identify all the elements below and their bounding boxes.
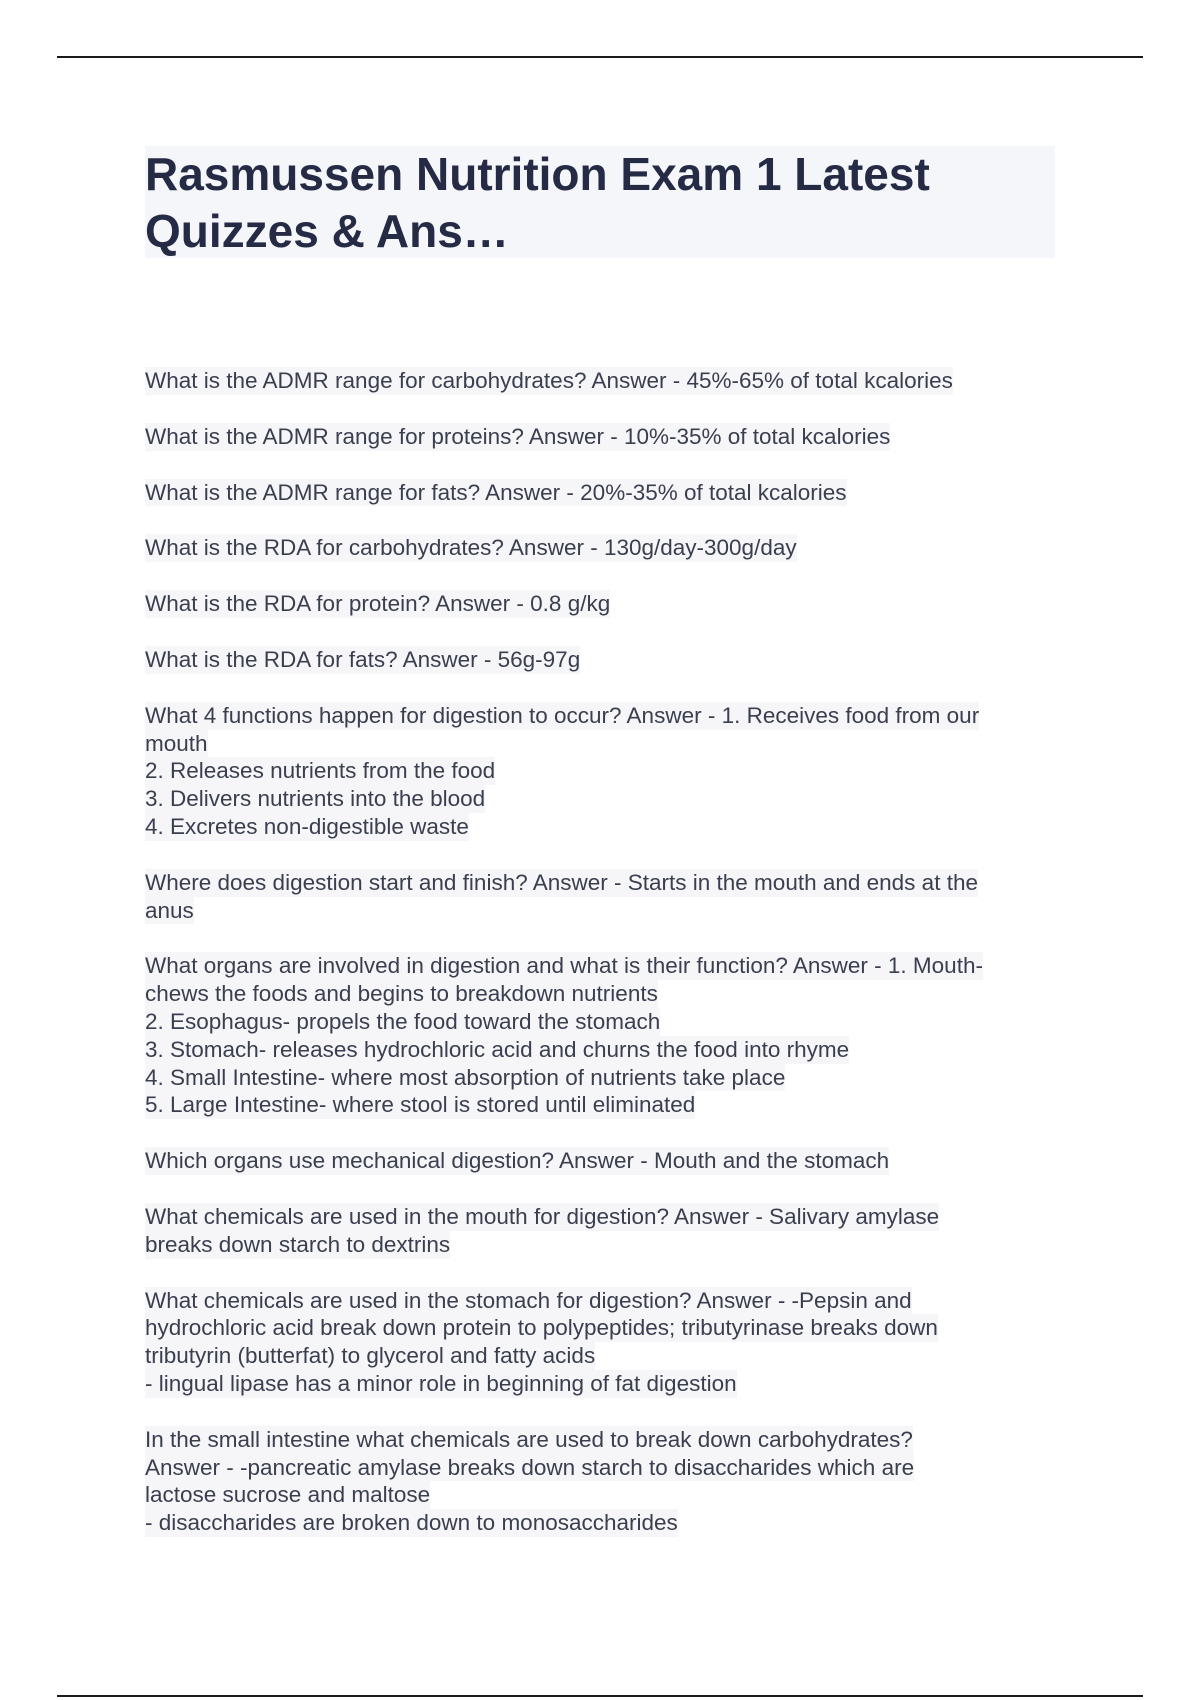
title-line-2: Quizzes & Ans… (145, 205, 509, 257)
qa-item (145, 1287, 1055, 1398)
qa-question-line: What organs are involved in digestion and what is their function? Answer - 1. Mouth- (145, 953, 983, 979)
bottom-rule (57, 1695, 1143, 1697)
document-title (145, 146, 1055, 260)
qa-item (145, 952, 1055, 1119)
qa-answer-line: mouth (145, 730, 208, 756)
qa-answer-line: Answer - -pancreatic amylase breaks down starch to disaccharides which are (145, 1454, 915, 1480)
qa-answer-line: 4. Small Intestine- where most absorption of nutrients take place (145, 1064, 786, 1090)
qa-question-line: What is the RDA for protein? Answer - 0.8 g/kg (145, 591, 611, 617)
qa-answer-line: 2. Releases nutrients from the food (145, 758, 496, 784)
title-block (145, 146, 1055, 258)
qa-item (145, 479, 1055, 507)
qa-question-line: What is the RDA for carbohydrates? Answer - 130g/day-300g/day (145, 535, 797, 561)
qa-answer-line: 3. Delivers nutrients into the blood (145, 786, 486, 812)
qa-answer-line: lactose sucrose and maltose (145, 1482, 431, 1508)
qa-item (145, 1147, 1055, 1175)
qa-item (145, 869, 1055, 925)
qa-item (145, 534, 1055, 562)
qa-question-line: What 4 functions happen for digestion to occur? Answer - 1. Receives food from our (145, 702, 980, 728)
qa-answer-line: tributyrin (butterfat) to glycerol and fatty acids (145, 1343, 596, 1369)
qa-item (145, 367, 1055, 395)
qa-answer-line: breaks down starch to dextrins (145, 1231, 451, 1257)
qa-item (145, 1426, 1055, 1537)
qa-answer-line: 4. Excretes non-digestible waste (145, 813, 469, 839)
qa-answer-line: 2. Esophagus- propels the food toward the stomach (145, 1008, 661, 1034)
qa-item (145, 590, 1055, 618)
qa-question-line: Which organs use mechanical digestion? Answer - Mouth and the stomach (145, 1148, 890, 1174)
qa-question-line: What is the RDA for fats? Answer - 56g-97g (145, 646, 581, 672)
title-line-1: Rasmussen Nutrition Exam 1 Latest (145, 148, 930, 200)
qa-question-line: What is the ADMR range for fats? Answer - 20%-35% of total kcalories (145, 479, 847, 505)
top-rule (57, 56, 1143, 58)
qa-question-line: Where does digestion start and finish? Answer - Starts in the mouth and ends at the (145, 869, 978, 895)
qa-question-line: What chemicals are used in the stomach for digestion? Answer - -Pepsin and (145, 1287, 912, 1313)
qa-question-line: What chemicals are used in the mouth for digestion? Answer - Salivary amylase (145, 1203, 940, 1229)
qa-answer-line: anus (145, 897, 194, 923)
qa-answer-line: - lingual lipase has a minor role in beginning of fat digestion (145, 1370, 737, 1396)
qa-question-line: What is the ADMR range for carbohydrates? Answer - 45%-65% of total kcalories (145, 368, 953, 393)
qa-item (145, 1203, 1055, 1259)
qa-item (145, 646, 1055, 674)
qa-question-line: In the small intestine what chemicals are used to break down carbohydrates? (145, 1426, 913, 1452)
qa-answer-line: 5. Large Intestine- where stool is stored until eliminated (145, 1092, 696, 1118)
qa-item (145, 702, 1055, 841)
qa-answer-line: 3. Stomach- releases hydrochloric acid and churns the food into rhyme (145, 1036, 850, 1062)
qa-answer-line: - disaccharides are broken down to monosaccharides (145, 1510, 678, 1536)
qa-item (145, 423, 1055, 451)
qa-answer-line: hydrochloric acid break down protein to polypeptides; tributyrinase breaks down (145, 1315, 938, 1341)
qa-list (145, 367, 1055, 1565)
qa-answer-line: chews the foods and begins to breakdown nutrients (145, 981, 658, 1007)
qa-question-line: What is the ADMR range for proteins? Answer - 10%-35% of total kcalories (145, 423, 891, 449)
